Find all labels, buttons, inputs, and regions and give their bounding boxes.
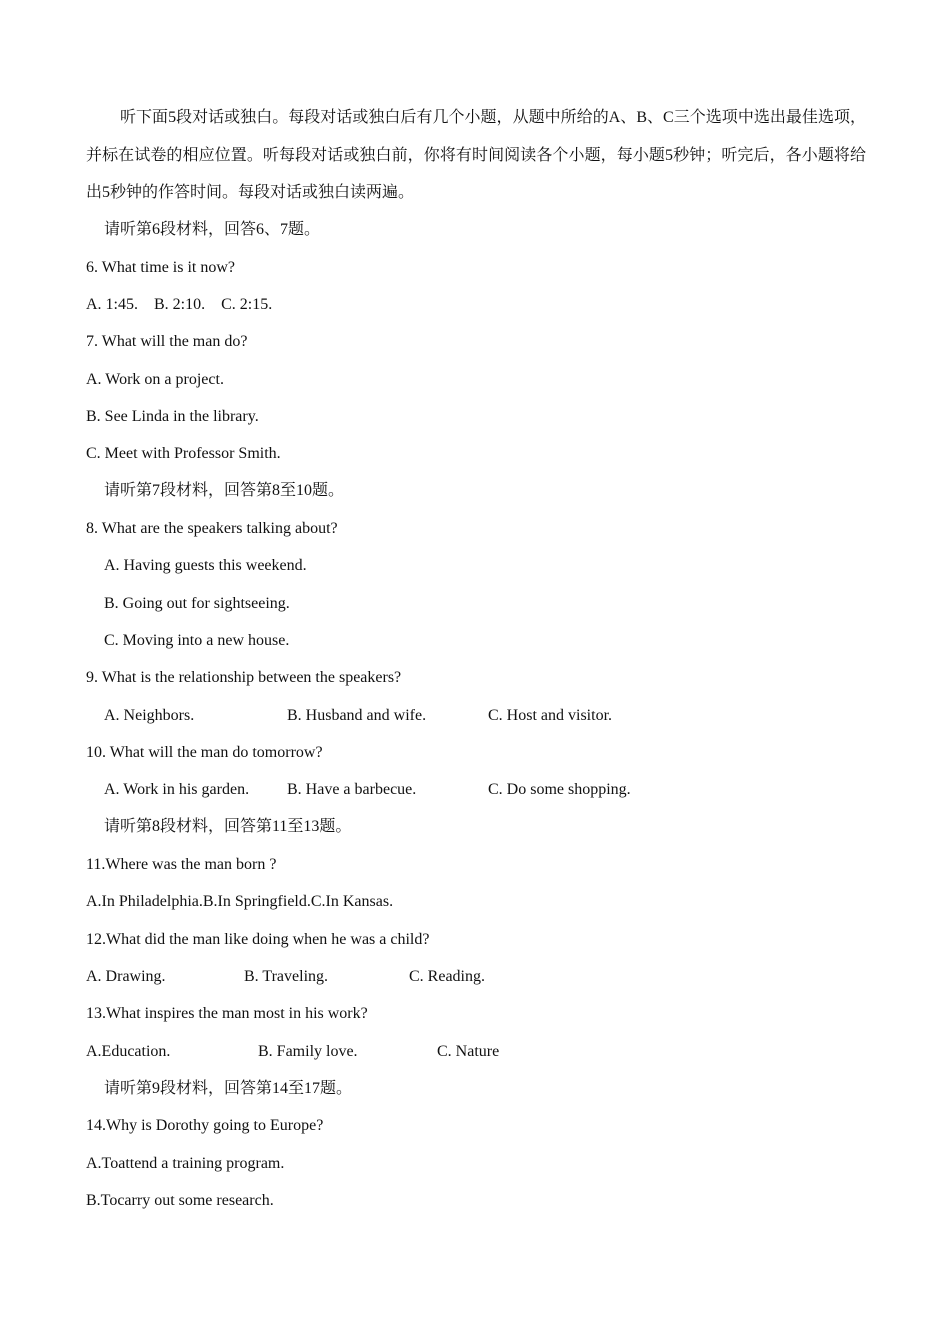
question-8: 8. What are the speakers talking about? <box>86 520 338 537</box>
question-12-option-b: B. Traveling. <box>244 968 329 985</box>
question-8-option-c: C. Moving into a new house. <box>104 632 290 649</box>
question-8-option-b: B. Going out for sightseeing. <box>104 595 290 612</box>
question-10: 10. What will the man do tomorrow? <box>86 744 323 761</box>
question-11: 11.Where was the man born ? <box>86 856 277 873</box>
question-12-option-c: C. Reading. <box>409 968 485 985</box>
question-13-option-c: C. Nature <box>437 1043 500 1060</box>
question-10-option-b: B. Have a barbecue. <box>287 781 417 798</box>
question-6: 6. What time is it now? <box>86 259 236 276</box>
question-9-option-c: C. Host and visitor. <box>488 707 613 724</box>
question-7-option-b: B. See Linda in the library. <box>86 408 259 425</box>
question-9-option-a: A. Neighbors. <box>104 707 195 724</box>
question-9-option-b: B. Husband and wife. <box>287 707 427 724</box>
question-13-option-a: A.Education. <box>86 1043 171 1060</box>
section-7-heading: 请听第7段材料，回答第8至10题。 <box>104 482 345 499</box>
question-11-options: A.In Philadelphia.B.In Springfield.C.In Kansas. <box>86 893 394 910</box>
section-9-heading: 请听第9段材料，回答第14至17题。 <box>104 1080 353 1097</box>
question-13-option-b: B. Family love. <box>258 1043 358 1060</box>
question-12-option-a: A. Drawing. <box>86 968 166 985</box>
question-13: 13.What inspires the man most in his work? <box>86 1005 368 1022</box>
question-10-option-c: C. Do some shopping. <box>488 781 631 798</box>
question-10-option-a: A. Work in his garden. <box>104 781 250 798</box>
question-7-option-c: C. Meet with Professor Smith. <box>86 445 281 462</box>
instructions-paragraph: 听下面5段对话或独白。每段对话或独白后有几个小题，从题中所给的A、B、C三个选项中选出最佳选项，并标在试卷的相应位置。听每段对话或独白前，你将有时间阅读各个小题，每小题5秒钟；听完后，各小题将给出5秒钟的作答时间。每段对话或独白读两遍。 <box>86 109 866 201</box>
section-6-heading: 请听第6段材料，回答6、7题。 <box>104 221 321 238</box>
question-14-option-a: A.Toattend a training program. <box>86 1155 285 1172</box>
section-8-heading: 请听第8段材料，回答第11至13题。 <box>104 818 352 835</box>
question-8-option-a: A. Having guests this weekend. <box>104 557 307 574</box>
question-14: 14.Why is Dorothy going to Europe? <box>86 1117 324 1134</box>
question-7: 7. What will the man do? <box>86 333 248 350</box>
question-12: 12.What did the man like doing when he was a child? <box>86 931 430 948</box>
question-9: 9. What is the relationship between the speakers? <box>86 669 402 686</box>
question-6-options: A. 1:45. B. 2:10. C. 2:15. <box>86 296 273 313</box>
question-7-option-a: A. Work on a project. <box>86 371 224 388</box>
question-14-option-b: B.Tocarry out some research. <box>86 1192 274 1209</box>
